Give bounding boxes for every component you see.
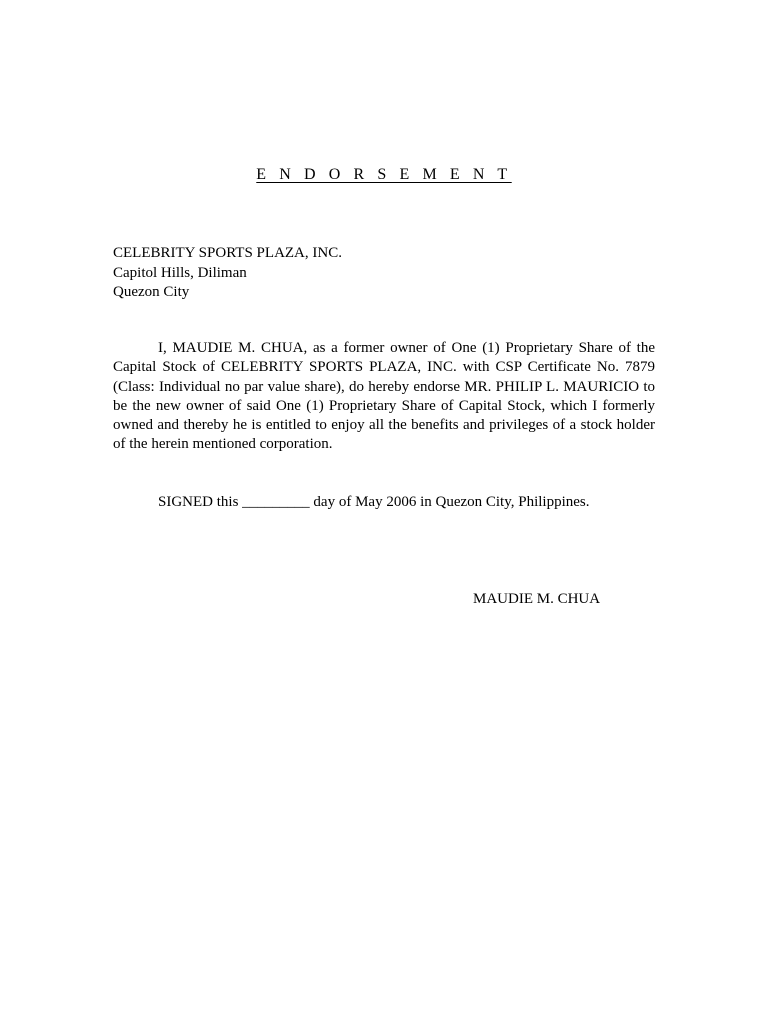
endorsement-paragraph: I, MAUDIE M. CHUA, as a former owner of One (1) Proprietary Share of the Capital Stock of CELEBRITY SPORTS PLAZA, INC. with CSP Certificate No. 7879 (Class: Individual no par value share), do hereby endorse MR. PHILIP L. MAURICIO to be the new owner of said One (1) Proprietary Share of Capital Stock, which I formerly owned and thereby he is entitled to enjoy all the benefits and privileges of a stock holder of the herein mentioned corporation. [113,340,655,453]
signatory-name: MAUDIE M. CHUA [473,591,601,607]
document-title: E N D O R S E M E N T [256,166,512,183]
address-street: Capitol Hills, Diliman [113,264,247,281]
address-company: CELEBRITY SPORTS PLAZA, INC. [113,245,342,261]
recipient-address [113,244,342,303]
address-city: Quezon City [113,284,190,300]
signed-date-line: SIGNED this _________ day of May 2006 in Quezon City, Philippines. [158,494,590,510]
